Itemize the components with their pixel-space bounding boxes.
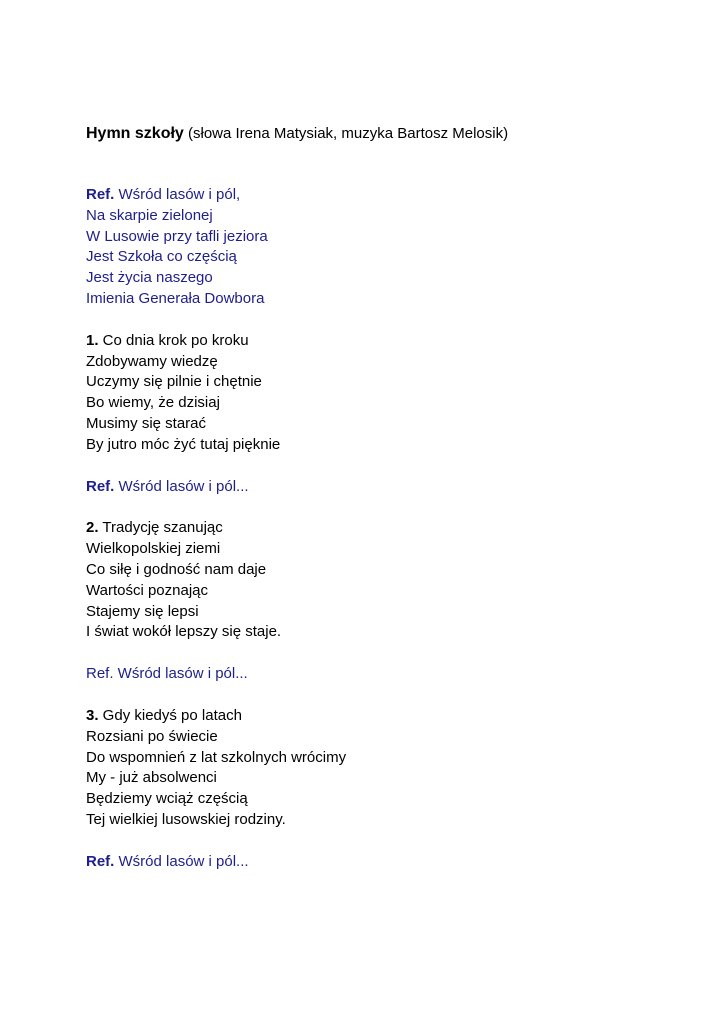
document-page [86, 124, 686, 894]
verse-2-line-4: Wartości poznając [86, 581, 208, 599]
verse-2-line-1 [86, 518, 686, 539]
verse-1-line-6: By jutro móc żyć tutaj pięknie [86, 435, 281, 453]
refrain-line-1 [86, 185, 686, 206]
verse-2-line-6: I świat wokół lepszy się staje. [86, 623, 282, 641]
verse-3-stanza [86, 706, 686, 831]
verse-3-line-1 [86, 706, 686, 727]
refrain-repeat-3-label: Ref. [86, 852, 115, 870]
refrain-line-2: Na skarpie zielonej [86, 206, 213, 224]
verse-2-number: 2. [86, 519, 99, 537]
verse-3-first-line: Gdy kiedyś po latach [98, 706, 242, 724]
title-main: Hymn szkoły [86, 125, 184, 142]
refrain-label: Ref. [86, 186, 115, 203]
refrain-line-6: Imienia Generała Dowbora [86, 289, 265, 307]
refrain-repeat-3-line [86, 852, 686, 873]
refrain-line-3: W Lusowie przy tafli jeziora [86, 227, 268, 245]
verse-2-line-2: Wielkopolskiej ziemi [86, 540, 221, 558]
verse-2-line-5: Stajemy się lepsi [86, 602, 199, 620]
refrain-repeat-3 [86, 852, 686, 873]
document-title [86, 124, 686, 144]
refrain-stanza [86, 185, 686, 310]
verse-3-line-2: Rozsiani po świecie [86, 727, 218, 745]
title-open-paren: ( [183, 125, 193, 142]
verse-3-line-6: Tej wielkiej lusowskiej rodziny. [86, 810, 286, 828]
verse-1-line-5: Musimy się starać [86, 414, 207, 432]
refrain-first-line: Wśród lasów i pól, [114, 186, 241, 203]
refrain-repeat-1-line [86, 477, 686, 498]
verse-2-first-line: Tradycję szanując [98, 519, 223, 537]
verse-1-line-3: Uczymy się pilnie i chętnie [86, 373, 262, 391]
refrain-line-4: Jest Szkoła co częścią [86, 248, 237, 266]
verse-1-stanza [86, 331, 686, 456]
refrain-repeat-3-text: Wśród lasów i pól... [114, 852, 249, 870]
verse-2-line-3: Co siłę i godność nam daje [86, 560, 267, 578]
verse-1-number: 1. [86, 331, 99, 349]
verse-3-line-4: My - już absolwenci [86, 769, 217, 787]
verse-1-first-line: Co dnia krok po kroku [98, 331, 249, 349]
refrain-line-5: Jest życia naszego [86, 269, 213, 287]
refrain-repeat-1 [86, 477, 686, 498]
verse-1-line-4: Bo wiemy, że dzisiaj [86, 394, 220, 412]
verse-1-line-1 [86, 331, 686, 352]
refrain-repeat-1-label: Ref. [86, 477, 115, 495]
title-credits: słowa Irena Matysiak, muzyka Bartosz Melosik) [192, 125, 509, 142]
verse-3-line-5: Będziemy wciąż częścią [86, 790, 248, 808]
refrain-repeat-2 [86, 664, 686, 685]
verse-2-stanza [86, 518, 686, 643]
verse-1-line-2: Zdobywamy wiedzę [86, 352, 218, 370]
refrain-repeat-2-line: Ref. Wśród lasów i pól... [86, 665, 248, 683]
refrain-repeat-1-text: Wśród lasów i pól... [114, 477, 249, 495]
verse-3-number: 3. [86, 706, 99, 724]
verse-3-line-3: Do wspomnień z lat szkolnych wrócimy [86, 748, 347, 766]
